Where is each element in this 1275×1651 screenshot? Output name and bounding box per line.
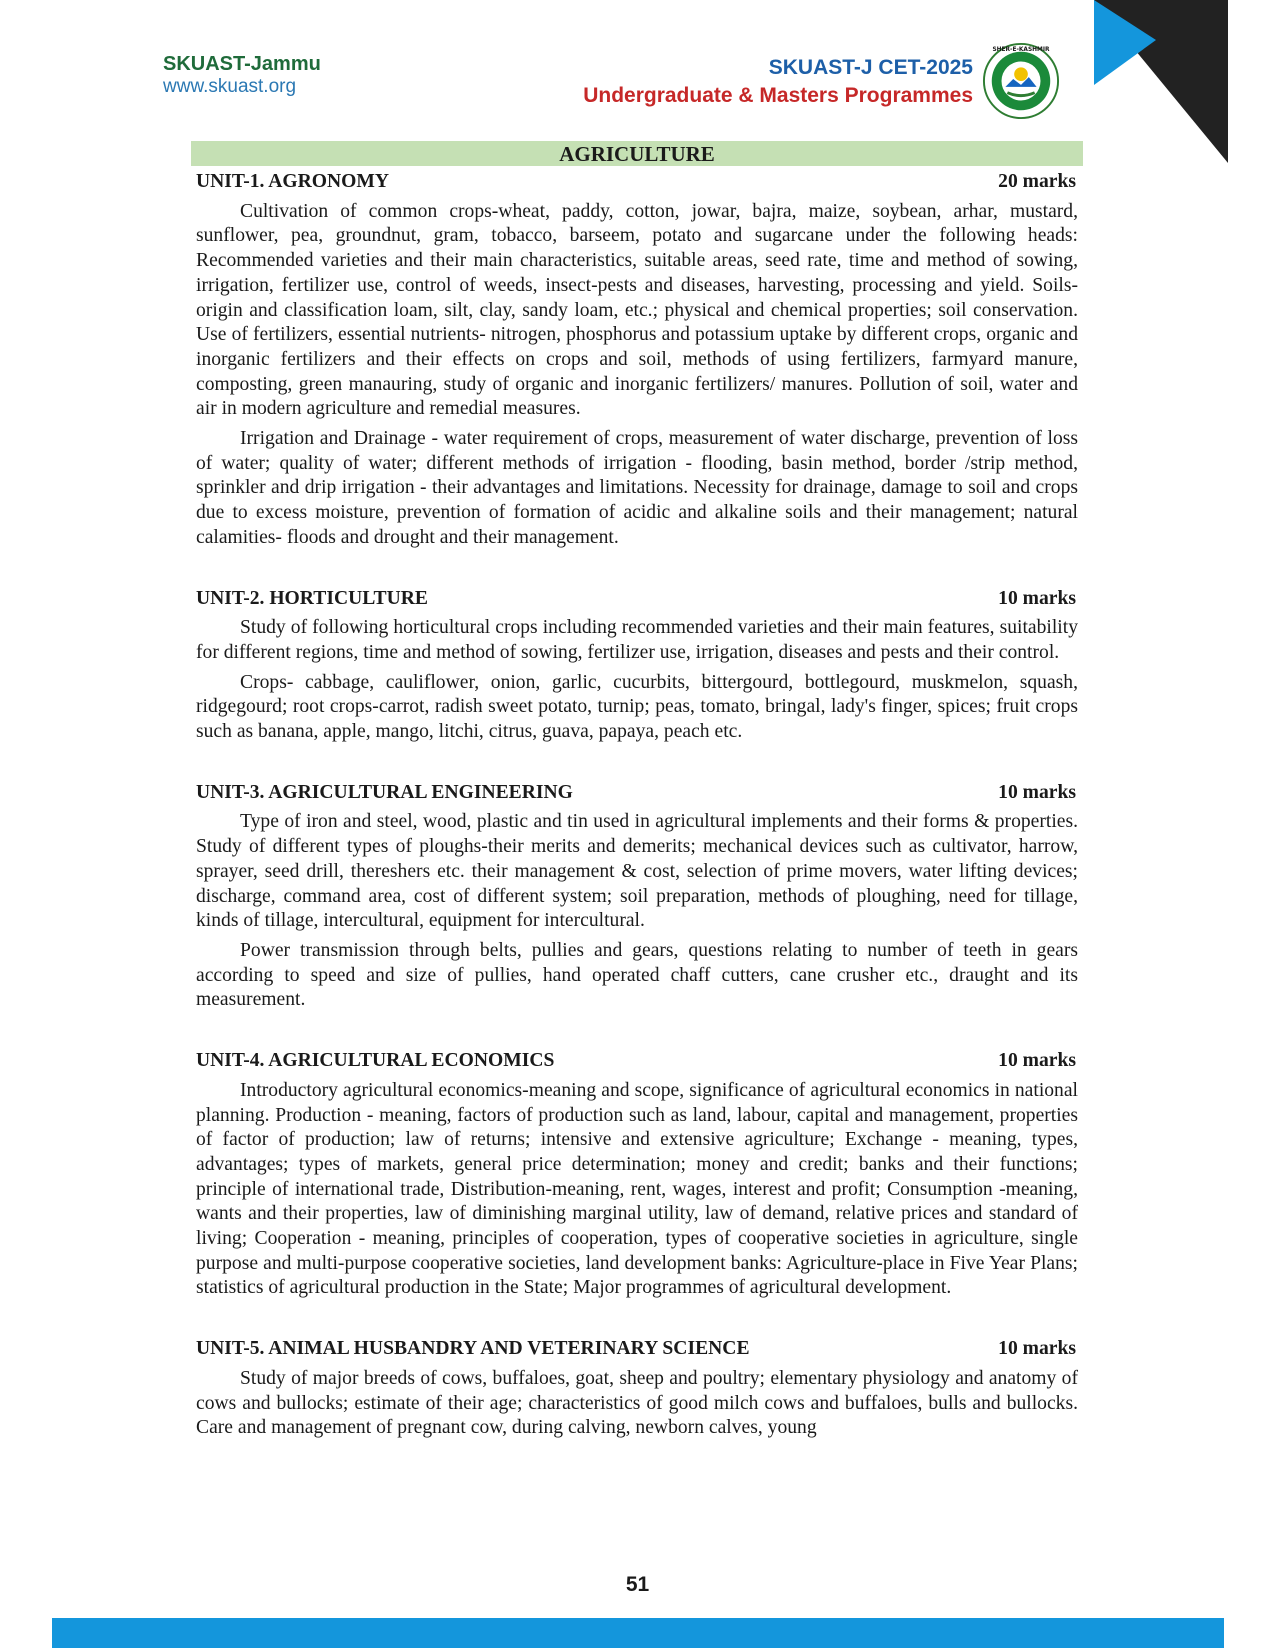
header-right: [583, 54, 973, 110]
unit-section: [196, 1337, 1078, 1441]
org-name: SKUAST-Jammu: [163, 53, 321, 75]
unit-paragraph: Irrigation and Drainage - water requirement of crops, measurement of water discharge, prevention of loss of water; quality of water; different methods of irrigation - flooding, basin method, border /strip method, sprinkler and drip irrigation - their advantages and limitations. Necessity for drainage, damage to soil and crops due to excess moisture, prevention of formation of acidic and alkaline soils and their management; natural calamities- floods and drought and their management.: [196, 428, 1078, 548]
footer-bar: [52, 1618, 1224, 1648]
corner-decoration: [1094, 0, 1228, 163]
exam-title: SKUAST-J CET-2025: [768, 56, 973, 79]
header-left: [163, 52, 321, 98]
unit-section: [196, 1049, 1078, 1301]
unit-title: UNIT-4. AGRICULTURAL ECONOMICS: [196, 1050, 555, 1072]
unit-paragraph: Study of following horticultural crops including recommended varieties and their main features, suitability for different regions, time and method of sowing, fertilizer use, irrigation, diseases and pests and their control.: [196, 617, 1078, 663]
unit-title: UNIT-5. ANIMAL HUSBANDRY AND VETERINARY SCIENCE: [196, 1338, 750, 1360]
subject-heading: AGRICULTURE: [191, 141, 1083, 166]
unit-paragraph: Cultivation of common crops-wheat, paddy, cotton, jowar, bajra, maize, soybean, arhar, mustard, sunflower, pea, groundnut, gram, tobacco, barseem, potato and sugarcane under the following heads: Recommended varieties and their main characteristics, suitable areas, seed rate, time and method of sowing, irrigation, fertilizer use, control of weeds, insect-pests and diseases, harvesting, processing and yield. Soils-origin and classification loam, silt, clay, sandy loam, etc.; physical and chemical properties; soil conservation. Use of fertilizers, essential nutrients- nitrogen, phosphorus and potassium uptake by different crops, organic and inorganic fertilizers and their effects on crops and soil, methods of using fertilizers, farmyard manure, composting, green manauring, study of organic and inorganic fertilizers/ manures. Pollution of soil, water and air in modern agriculture and remedial measures.: [196, 200, 1078, 420]
programmes-title: Undergraduate & Masters Programmes: [583, 84, 973, 107]
svg-text:SHER-E-KASHMIR: SHER-E-KASHMIR: [992, 46, 1050, 53]
unit-heading: [196, 781, 1078, 806]
unit-heading: [196, 170, 1078, 195]
unit-heading: [196, 1049, 1078, 1074]
unit-paragraph: Study of major breeds of cows, buffaloes, goat, sheep and poultry; elementary physiology and anatomy of cows and bullocks; estimate of their age; characteristics of good milch cows and buffaloes, bulls and bullocks. Care and management of pregnant cow, during calving, newborn calves, young: [196, 1367, 1078, 1439]
website-link[interactable]: www.skuast.org: [163, 76, 297, 97]
unit-marks: 10 marks: [998, 1338, 1076, 1360]
page-number: 51: [625, 1573, 650, 1596]
unit-heading: [196, 1337, 1078, 1362]
unit-paragraph: Type of iron and steel, wood, plastic and tin used in agricultural implements and their forms & properties. Study of different types of ploughs-their merits and demerits; mechanical devices such as cultivator, harrow, sprayer, seed drill, thereshers etc. their management & cost, selection of prime movers, water lifting devices; discharge, command area, cost of different system; soil preparation, methods of ploughing, need for tillage, kinds of tillage, intercultural, equipment for intercultural.: [196, 811, 1078, 932]
university-logo-icon: [982, 42, 1060, 120]
unit-paragraph: Crops- cabbage, cauliflower, onion, garlic, cucurbits, bittergourd, bottlegourd, muskmelon, squash, ridgegourd; root crops-carrot, radish sweet potato, turnip; peas, tomato, bringal, lady's finger, spices; fruit crops such as banana, apple, mango, litchi, citrus, guava, papaya, peach etc.: [196, 671, 1078, 743]
unit-title: UNIT-1. AGRONOMY: [196, 171, 390, 192]
unit-title: UNIT-2. HORTICULTURE: [196, 587, 428, 609]
unit-title: UNIT-3. AGRICULTURAL ENGINEERING: [196, 781, 573, 803]
unit-paragraph: Power transmission through belts, pullies and gears, questions relating to number of teeth in gears according to speed and size of pullies, hand operated chaff cutters, cane crusher etc., draught and its measurement.: [196, 939, 1078, 1011]
unit-marks: 10 marks: [998, 1050, 1076, 1072]
unit-heading: [196, 587, 1078, 612]
syllabus-content: [196, 170, 1078, 1441]
unit-marks: 20 marks: [998, 171, 1076, 192]
unit-section: [196, 587, 1078, 745]
unit-paragraph: Introductory agricultural economics-meaning and scope, significance of agricultural economics in national planning. Production - meaning, factors of production such as land, labour, capital and management, properties of factor of production; law of returns; intensive and extensive agriculture; Exchange - meaning, types, advantages; types of markets, general price determination; money and credit; banks and their functions; principle of international trade, Distribution-meaning, rent, wages, interest and profit; Consumption -meaning, wants and their properties, law of diminishing marginal utility, law of demand, relative prices and standard of living; Cooperation - meaning, principles of cooperation, types of cooperative societies in agriculture, single purpose and multi-purpose cooperative societies, land development banks: Agriculture-place in Five Year Plans; statistics of agricultural production in the State; Major programmes of agricultural development.: [196, 1079, 1078, 1299]
unit-section: [196, 781, 1078, 1013]
unit-section: [196, 170, 1078, 551]
unit-marks: 10 marks: [998, 781, 1076, 803]
unit-marks: 10 marks: [998, 587, 1076, 609]
